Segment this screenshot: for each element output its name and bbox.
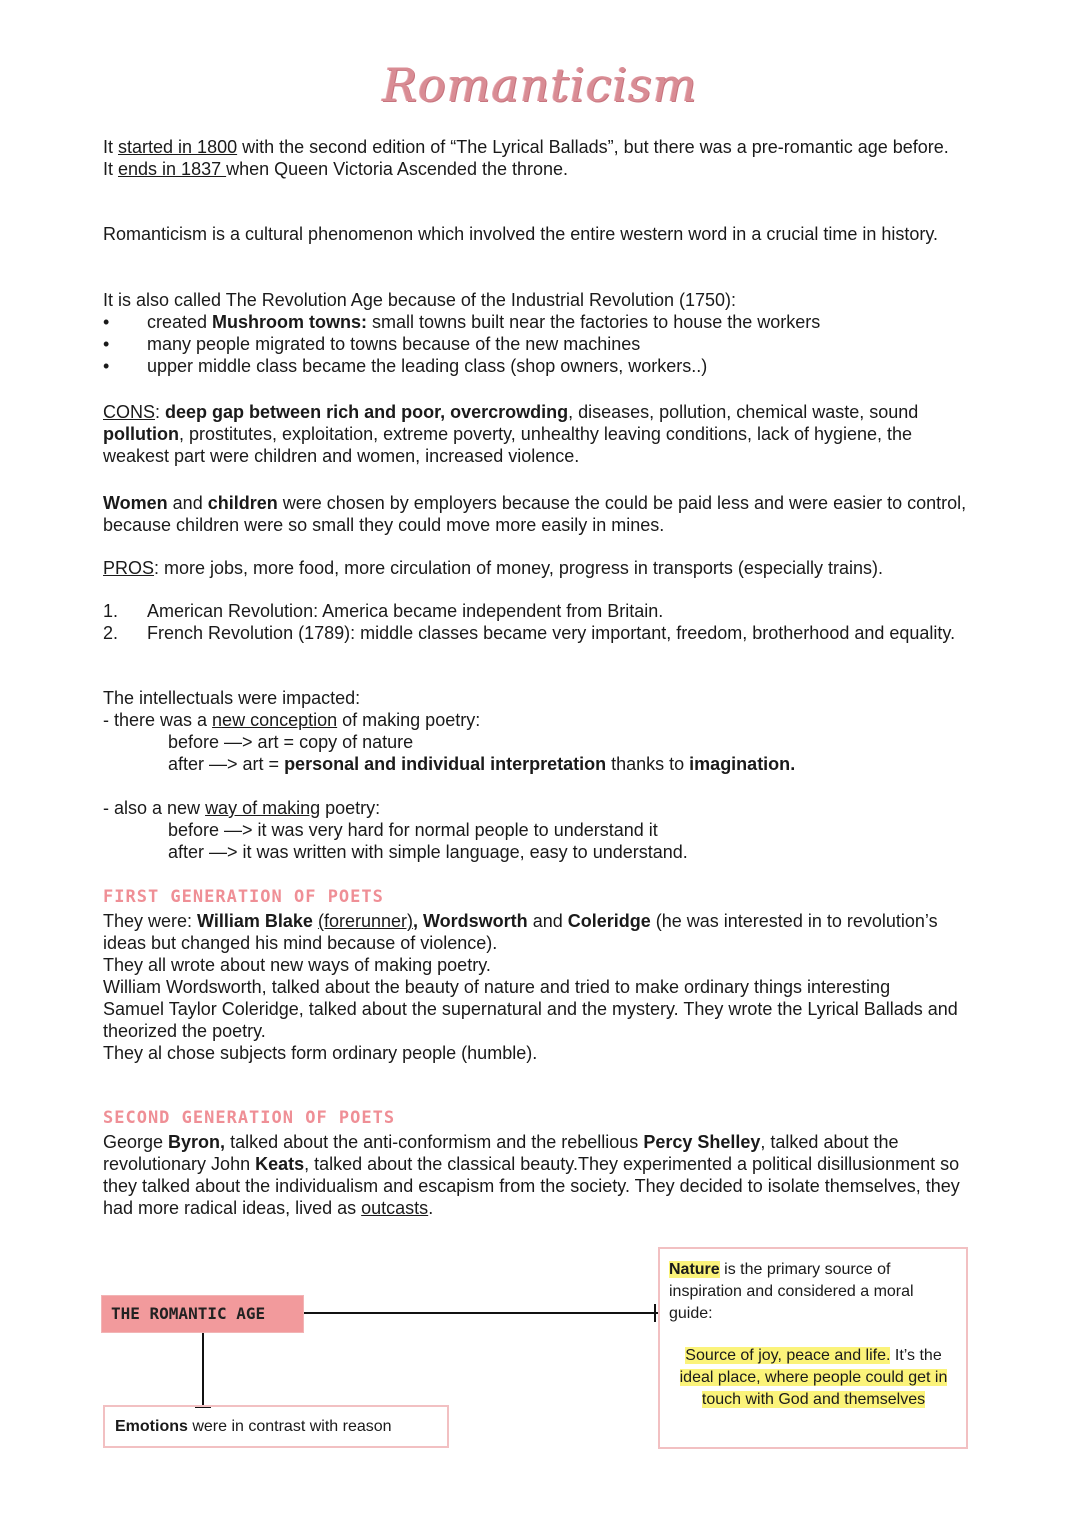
bullet-item bbox=[103, 355, 983, 377]
underlined-text: way of making bbox=[205, 798, 321, 818]
poet-name: William Blake bbox=[197, 911, 313, 931]
cons-paragraph bbox=[103, 401, 983, 467]
cons-bold: deep gap between rich and poor, overcrowding bbox=[165, 402, 569, 422]
second-generation-paragraph bbox=[103, 1131, 983, 1219]
before-line: before —> it was very hard for normal people to understand it bbox=[168, 820, 658, 840]
bold-text: personal and individual interpretation bbox=[284, 754, 607, 774]
emotions-box bbox=[103, 1405, 449, 1448]
bullet-icon: • bbox=[103, 312, 110, 332]
intro-text: It bbox=[103, 159, 119, 179]
bullet-text: upper middle class became the leading class (shop owners, workers..) bbox=[147, 356, 708, 376]
intro-paragraph bbox=[103, 136, 983, 180]
underlined-text: (forerunner) bbox=[317, 911, 413, 931]
intro-text: when Queen Victoria Ascended the throne. bbox=[226, 159, 569, 179]
text: were in contrast with reason bbox=[187, 1418, 392, 1435]
romantic-age-box: THE ROMANTIC AGE bbox=[101, 1295, 304, 1333]
bullet-text: small towns built near the factories to house the workers bbox=[367, 312, 821, 332]
cons-text: , diseases, pollution, chemical waste, sound bbox=[568, 402, 919, 422]
intellectuals-section bbox=[103, 687, 983, 863]
text: , bbox=[413, 911, 424, 931]
nature-box bbox=[658, 1247, 968, 1449]
connector-line bbox=[202, 1333, 204, 1408]
text: . bbox=[790, 754, 796, 774]
women-text: were chosen by employers because the could be paid less and were easier to control, because children were so small they could move more easily in mines. bbox=[103, 493, 967, 535]
bullet-text: created bbox=[147, 312, 213, 332]
text: and bbox=[527, 911, 568, 931]
cons-bold: pollution bbox=[103, 424, 179, 444]
list-number: 2. bbox=[103, 623, 119, 643]
bold-text: Emotions bbox=[115, 1418, 188, 1435]
text: They al chose subjects form ordinary people (humble). bbox=[103, 1043, 538, 1063]
bullet-item bbox=[103, 333, 983, 355]
text: They were: bbox=[103, 911, 198, 931]
pros-paragraph bbox=[103, 557, 983, 579]
first-generation-paragraph bbox=[103, 910, 983, 1064]
text: William Wordsworth, talked about the beauty of nature and tried to make ordinary things interesting bbox=[103, 977, 891, 997]
source-text bbox=[669, 1345, 958, 1411]
revolution-intro: It is also called The Revolution Age because of the Industrial Revolution (1750): bbox=[103, 290, 737, 310]
bullet-item bbox=[103, 311, 983, 333]
text: - there was a bbox=[103, 710, 213, 730]
connector-line bbox=[304, 1312, 658, 1314]
text: talked about the anti-conformism and the rebellious bbox=[225, 1132, 644, 1152]
after-line bbox=[103, 753, 983, 775]
cons-text: , prostitutes, exploitation, extreme poverty, unhealthy leaving conditions, lack of hygiene, the weakest part were children and women, increased violence. bbox=[103, 424, 913, 466]
poet-name: Wordsworth bbox=[423, 911, 528, 931]
intro-start-date: started in 1800 bbox=[118, 137, 238, 157]
nature-text bbox=[669, 1259, 958, 1325]
bullet-bold: Mushroom towns: bbox=[212, 312, 368, 332]
highlighted-text: Nature bbox=[669, 1261, 720, 1278]
text: Samuel Taylor Coleridge, talked about the supernatural and the mystery. They wrote the Lyrical Ballads and theorized the poetry. bbox=[103, 999, 958, 1041]
list-number: 1. bbox=[103, 601, 119, 621]
women-text: and bbox=[167, 493, 208, 513]
cons-label: CONS bbox=[103, 402, 156, 422]
highlighted-text: ideal place, where people could get in touch with God and themselves bbox=[679, 1369, 948, 1408]
bullet-text: many people migrated to towns because of the new machines bbox=[147, 334, 641, 354]
after-line: after —> it was written with simple language, easy to understand. bbox=[168, 842, 688, 862]
intellectuals-intro: The intellectuals were impacted: bbox=[103, 688, 361, 708]
revolution-section bbox=[103, 289, 983, 377]
list-text: American Revolution: America became independent from Britain. bbox=[147, 601, 664, 621]
before-line: before —> art = copy of nature bbox=[168, 732, 414, 752]
poet-name: Coleridge bbox=[567, 911, 651, 931]
highlighted-text: Source of joy, peace and life. bbox=[685, 1347, 891, 1364]
children-bold: children bbox=[207, 493, 278, 513]
text: They all wrote about new ways of making poetry. bbox=[103, 955, 491, 975]
text: poetry: bbox=[320, 798, 381, 818]
intro-end-date: ends in 1837 bbox=[118, 159, 227, 179]
women-paragraph bbox=[103, 492, 983, 536]
bullet-icon: • bbox=[103, 356, 110, 376]
intro-text: It bbox=[103, 137, 119, 157]
first-generation-heading: FIRST GENERATION OF POETS bbox=[103, 887, 384, 907]
poet-name: Byron, bbox=[168, 1132, 226, 1152]
text: George bbox=[103, 1132, 169, 1152]
underlined-text: outcasts bbox=[361, 1198, 429, 1218]
page-title: Romanticism bbox=[382, 58, 698, 112]
text: . bbox=[428, 1198, 434, 1218]
text: - also a new bbox=[103, 798, 206, 818]
list-text: French Revolution (1789): middle classes became very important, freedom, brotherhood and equality. bbox=[147, 623, 956, 643]
text: is the primary source of inspiration and considered a moral guide: bbox=[669, 1261, 914, 1322]
underlined-text: new conception bbox=[212, 710, 338, 730]
text: (he was interested in to revolution’s ideas but changed his mind because of violence). bbox=[103, 911, 938, 953]
way-line bbox=[103, 797, 983, 819]
women-bold: Women bbox=[103, 493, 168, 513]
text: of making poetry: bbox=[337, 710, 481, 730]
list-item bbox=[103, 600, 983, 622]
pros-label: PROS bbox=[103, 558, 155, 578]
revolutions-list bbox=[103, 600, 983, 644]
spacer bbox=[103, 775, 983, 797]
text: , talked about the revolutionary John bbox=[103, 1132, 899, 1174]
intro-text: with the second edition of “The Lyrical Ballads”, but there was a pre-romantic age before. bbox=[237, 137, 949, 157]
pros-text: : more jobs, more food, more circulation of money, progress in transports (especially trains). bbox=[154, 558, 883, 578]
text: thanks to bbox=[606, 754, 690, 774]
conception-line bbox=[103, 709, 983, 731]
bold-text: imagination bbox=[689, 754, 791, 774]
text: It’s the bbox=[890, 1347, 942, 1364]
list-item bbox=[103, 622, 983, 644]
connector-end bbox=[654, 1304, 656, 1322]
poet-name: Percy Shelley bbox=[643, 1132, 761, 1152]
cons-text: : bbox=[155, 402, 166, 422]
poet-name: Keats bbox=[255, 1154, 305, 1174]
phenomenon-paragraph: Romanticism is a cultural phenomenon which involved the entire western word in a crucial time in history. bbox=[103, 224, 939, 244]
second-generation-heading: SECOND GENERATION OF POETS bbox=[103, 1108, 396, 1128]
bullet-icon: • bbox=[103, 334, 110, 354]
text: after —> art = bbox=[168, 754, 285, 774]
text: , talked about the classical beauty.They experimented a political disillusionment so they talked about the individualism and escapism from the society. They decided to isolate themselves, they had more radical ideas, lived as bbox=[103, 1154, 960, 1218]
